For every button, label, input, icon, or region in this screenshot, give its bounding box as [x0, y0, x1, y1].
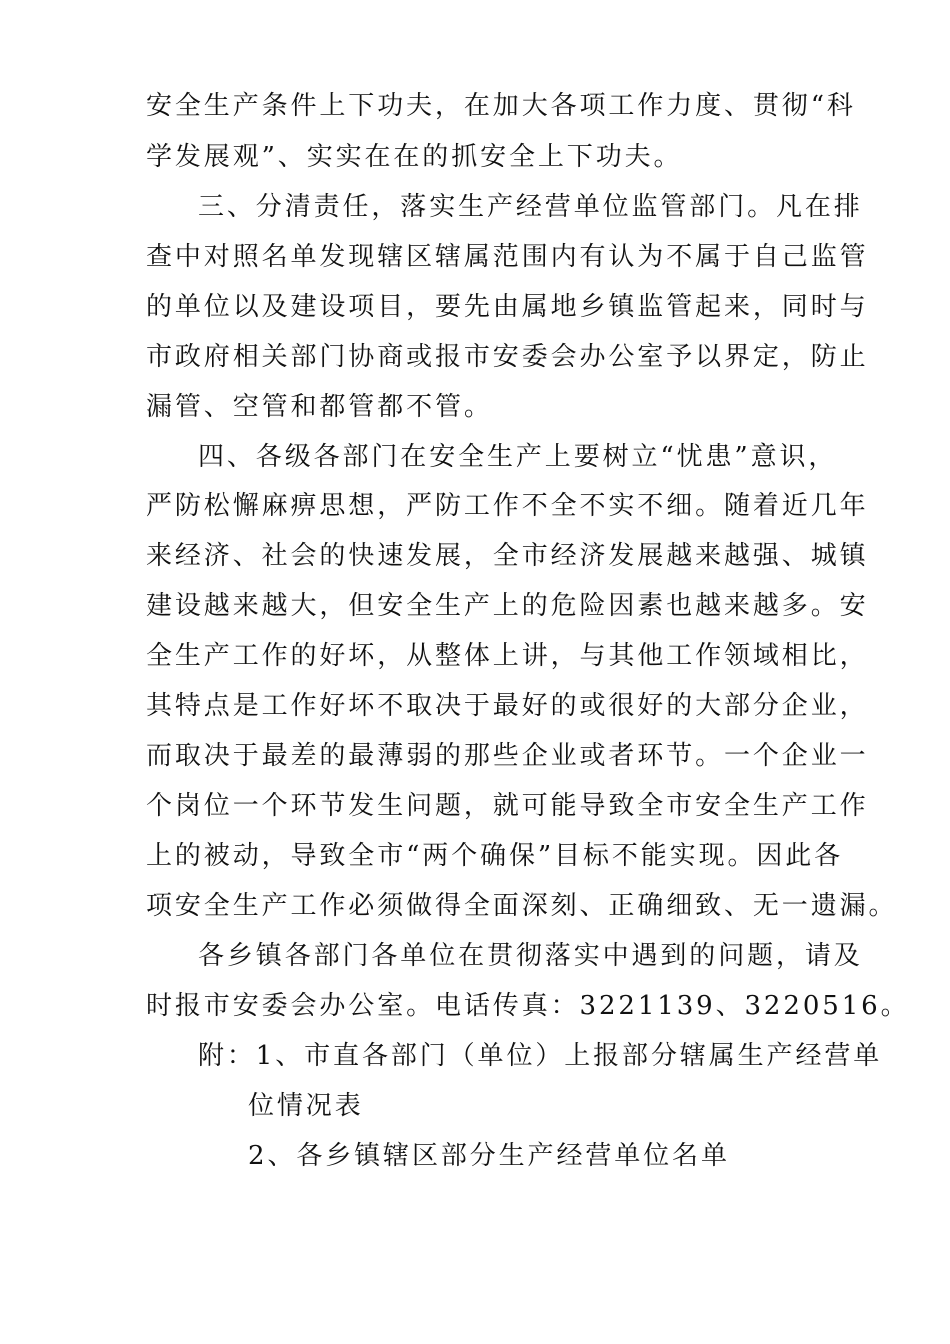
- text-line: 的单位以及建设项目，要先由属地乡镇监管起来，同时与: [146, 292, 869, 322]
- section-three-heading-line: 三、分清责任，落实生产经营单位监管部门。凡在排: [198, 192, 863, 222]
- text-line: 建设越来越大，但安全生产上的危险因素也越来越多。安: [146, 591, 869, 621]
- text-line: 来经济、社会的快速发展，全市经济发展越来越强、城镇: [146, 541, 869, 571]
- text-line: 学发展观”、实实在在的抓安全上下功夫。: [146, 142, 683, 172]
- contact-line: 时报市安委会办公室。电话传真：3221139、3220516。: [146, 991, 910, 1021]
- text-line: 安全生产条件上下功夫，在加大各项工作力度、贯彻“科: [146, 91, 856, 121]
- text-line: 个岗位一个环节发生问题，就可能导致全市安全生产工作: [146, 791, 869, 821]
- section-four-heading-line: 四、各级各部门在安全生产上要树立“忧患”意识，: [198, 442, 838, 472]
- text-line: 其特点是工作好坏不取决于最好的或很好的大部分企业，: [146, 691, 869, 721]
- text-line: 全生产工作的好坏，从整体上讲，与其他工作领域相比，: [146, 641, 869, 671]
- text-line: 项安全生产工作必须做得全面深刻、正确细致、无一遗漏。: [146, 891, 898, 921]
- attachment-line-2: 位情况表: [248, 1091, 364, 1121]
- text-line: 严防松懈麻痹思想，严防工作不全不实不细。随着近几年: [146, 491, 869, 521]
- attachment-line-3: 2、各乡镇辖区部分生产经营单位名单: [248, 1141, 730, 1171]
- closing-paragraph-line: 各乡镇各部门各单位在贯彻落实中遇到的问题，请及: [198, 941, 863, 971]
- text-line: 上的被动，导致全市“两个确保”目标不能实现。因此各: [146, 841, 844, 871]
- text-line: 市政府相关部门协商或报市安委会办公室予以界定，防止: [146, 342, 869, 372]
- text-line: 漏管、空管和都管都不管。: [146, 392, 493, 422]
- text-line: 而取决于最差的最薄弱的那些企业或者环节。一个企业一: [146, 741, 869, 771]
- text-line: 查中对照名单发现辖区辖属范围内有认为不属于自己监管: [146, 242, 869, 272]
- attachment-line-1: 附：1、市直各部门（单位）上报部分辖属生产经营单: [198, 1041, 883, 1071]
